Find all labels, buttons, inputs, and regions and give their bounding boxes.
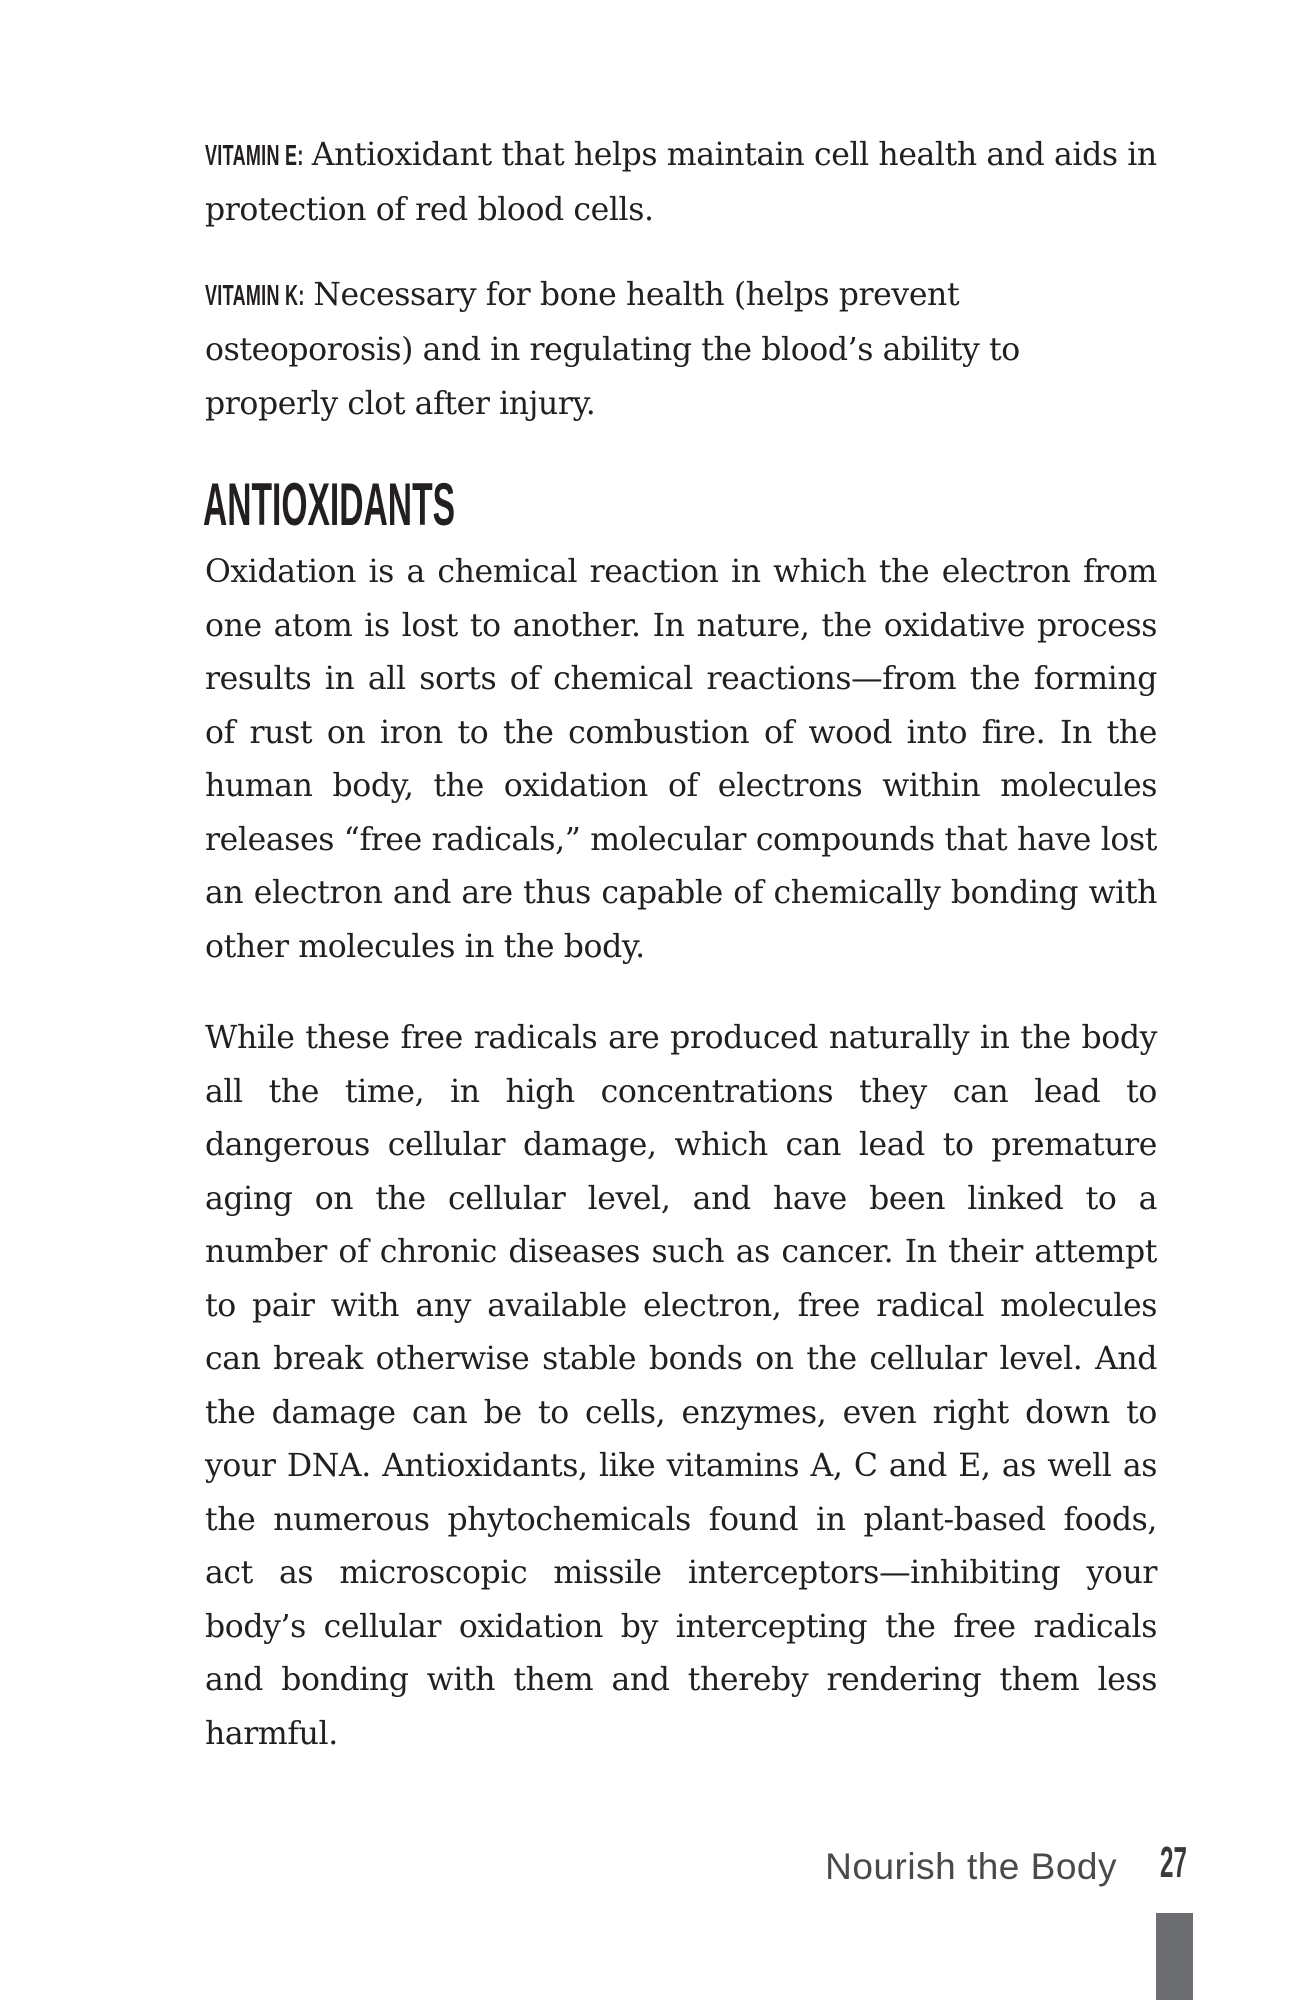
vitamin-e-description: Antioxidant that helps maintain cell health and aids in protection of red blood cells. <box>205 137 1157 228</box>
thumb-tab-marker <box>1156 1913 1193 2000</box>
vitamin-k-entry <box>205 268 1157 431</box>
running-footer-title: Nourish the Body <box>825 1846 1117 1887</box>
vitamin-k-description: Necessary for bone health (helps prevent osteoporosis) and in regulating the blood’s ability to properly clot after injury. <box>205 277 1020 422</box>
vitamin-e-label: VITAMIN E: <box>205 140 304 172</box>
vitamin-k-label: VITAMIN K: <box>205 280 305 312</box>
paragraph-oxidation: Oxidation is a chemical reaction in which the electron from one atom is lost to another. In nature, the oxidative process results in all sorts of chemical reactions—from the forming of rust on iron to the combustion of wood into fire. In the human body, the oxidation of electrons within molecules releases “free radicals,” molecular compounds that have lost an electron and are thus capable of chemically bonding with other molecules in the body. <box>205 554 1157 965</box>
page-number: 27 <box>1160 1838 1187 1887</box>
section-heading: ANTIOXIDANTS <box>203 471 455 538</box>
vitamin-e-entry <box>205 128 1157 237</box>
paragraph-free-radicals: While these free radicals are produced naturally in the body all the time, in high concentrations they can lead to dangerous cellular damage, which can lead to premature aging on the cellular level, and have been linked to a number of chronic diseases such as cancer. In their attempt to pair with any available electron, free radical molecules can break otherwise stable bonds on the cellular level. And the damage can be to cells, enzymes, even right down to your DNA. Antioxidants, like vitamins A, C and E, as well as the numerous phytochemicals found in plant-based foods, act as microscopic missile interceptors—inhibiting your body’s cellular oxidation by intercepting the free radicals and bonding with them and thereby rendering them less harmful. <box>205 1020 1157 1752</box>
